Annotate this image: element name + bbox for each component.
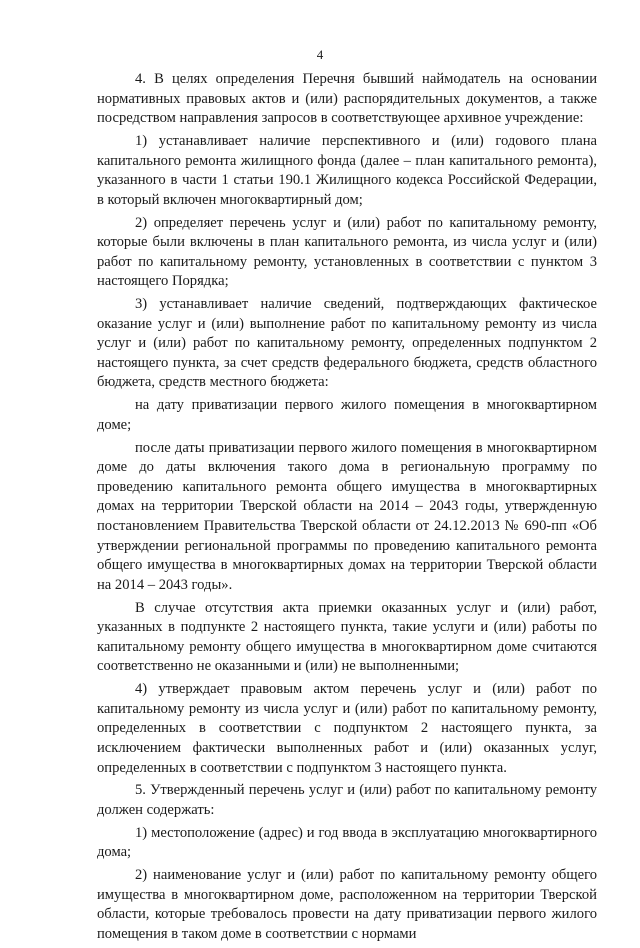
page-number: 4	[316, 47, 324, 62]
paragraph-5-1: 1) местоположение (адрес) и год ввода в эксплуатацию многоквартирного дома;	[97, 824, 597, 861]
paragraph-4-3-note: В случае отсутствия акта приемки оказанных услуг и (или) работ, указанных в подпункте 2 настоящего пункта, такие услуги и (или) работы по капитальному ремонту общего имущества в многоквартирном доме считаются соответственно не оказанными и (или) не выполненными;	[97, 599, 597, 675]
paragraph-4-3-b: после даты приватизации первого жилого помещения в многоквартирном доме до даты включения такого дома в региональную программу по проведению капитального ремонта общего имущества в многоквартирных домах на территории Тверской области на 2014 – 2043 годы, утвержденную постановлением Правительства Тверской области от 24.12.2013 № 690-пп «Об утверждении региональной программы по проведению капитального ремонта общего имущества в многоквартирных домах на территории Тверской области на 2014 – 2043 годы».	[97, 439, 597, 593]
paragraph-4-2: 2) определяет перечень услуг и (или) работ по капитальному ремонту, которые были включены в план капитального ремонта, из числа услуг и (или) работ по капитальному ремонту, установленных в соответствии с пунктом 3 настоящего Порядка;	[97, 214, 597, 290]
paragraph-4-3-a: на дату приватизации первого жилого помещения в многоквартирном доме;	[97, 397, 597, 433]
document-body	[97, 70, 597, 948]
paragraph-4: 4. В целях определения Перечня бывший наймодатель на основании нормативных правовых актов и (или) распорядительных документов, а также посредством направления запросов в соответствующее архивное учреждение:	[97, 71, 597, 127]
paragraph-5: 5. Утвержденный перечень услуг и (или) работ по капитальному ремонту должен содержать:	[97, 782, 597, 818]
paragraph-4-1: 1) устанавливает наличие перспективного и (или) годового плана капитального ремонта жилищного фонда (далее – план капитального ремонта), указанного в части 1 статьи 190.1 Жилищного кодекса Российской Федерации, в который включен многоквартирный дом;	[97, 132, 597, 208]
paragraph-4-4: 4) утверждает правовым актом перечень услуг и (или) работ по капитальному ремонту из числа услуг и (или) работ по капитальному ремонту, определенных в соответствии с подпунктом 2 настоящего пункта, за исключением фактически выполненных работ и (или) оказанных услуг, определенных в соответствии с подпунктом 3 настоящего пункта.	[97, 681, 597, 776]
paragraph-4-3: 3) устанавливает наличие сведений, подтверждающих фактическое оказание услуг и (или) выполнение работ по капитальному ремонту из числа услуг и (или) работ по капитальному ремонту, определенных подпунктом 2 настоящего пункта, за счет средств федерального бюджета, средств областного бюджета, средств местного бюджета:	[97, 296, 597, 391]
paragraph-5-2: 2) наименование услуг и (или) работ по капитальному ремонту общего имущества в многоквартирном доме, расположенном на территории Тверской области, которые требовалось провести на дату приватизации первого жилого помещения в таком доме в соответствии с нормами	[97, 867, 597, 942]
